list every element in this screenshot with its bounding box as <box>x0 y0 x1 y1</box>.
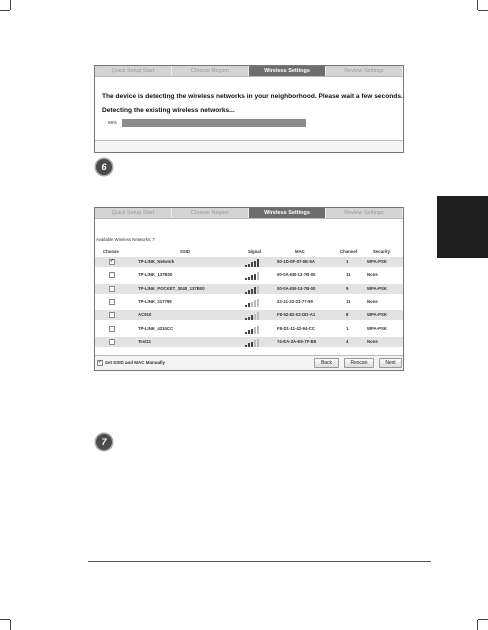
table-row[interactable] <box>95 310 403 320</box>
step-badge: 6 <box>96 159 112 175</box>
screenshot-footer <box>95 355 403 370</box>
signal-bars-icon <box>245 326 261 334</box>
choose-checkbox[interactable] <box>109 339 115 345</box>
crop-mark <box>477 0 478 10</box>
signal-bars-icon <box>245 272 261 280</box>
ssid-cell: TP-LINK_137B00 <box>138 272 173 278</box>
signal-bars-icon <box>245 312 261 320</box>
table-row[interactable] <box>95 324 403 334</box>
table-row[interactable] <box>95 284 403 294</box>
mac-cell: F8-D1-11-42-94-CC <box>277 325 315 331</box>
mac-cell: 00-0A-EB-13-7B-00 <box>277 285 316 291</box>
choose-checkbox[interactable] <box>109 272 115 278</box>
column-choose: Choose <box>103 249 119 254</box>
crop-mark <box>0 619 10 620</box>
security-cell: None <box>367 338 378 344</box>
choose-checkbox[interactable] <box>109 259 115 265</box>
table-row[interactable] <box>95 257 403 267</box>
step-badge: 7 <box>96 434 112 450</box>
crop-mark <box>10 0 11 10</box>
detecting-status: Detecting the existing wireless networks... <box>102 107 235 114</box>
security-cell: WPA-PSK <box>367 259 387 264</box>
security-cell: None <box>367 298 378 304</box>
security-cell: WPA-PSK <box>367 285 387 291</box>
security-cell: WPA-PSK <box>367 312 387 318</box>
progress-fill <box>122 119 306 127</box>
mac-cell: 00-1D-0F-07-0E-5A <box>277 259 315 264</box>
signal-bars-icon <box>245 259 261 267</box>
mac-cell: 74-EA-3A-E6-7F-B5 <box>277 338 317 344</box>
available-networks-count: Available Wireless Networks: 7 <box>96 237 155 242</box>
table-row[interactable] <box>95 337 403 347</box>
back-button[interactable]: Back <box>314 358 339 368</box>
security-cell: WPA-PSK <box>367 325 387 331</box>
ssid-cell: TP-LINK_217799 <box>138 298 172 304</box>
manual-checkbox[interactable] <box>97 360 103 366</box>
channel-cell: 1 <box>346 325 349 331</box>
signal-bars-icon <box>245 339 261 347</box>
detecting-message: The device is detecting the wireless networks in your neighborhood. Please wait a few seconds. <box>102 93 403 100</box>
tab-quick-setup-start[interactable]: Quick Setup Start <box>95 66 172 76</box>
ssid-cell: TP-LINK_Network <box>138 259 175 264</box>
signal-bars-icon <box>245 286 261 294</box>
signal-bars-icon <box>245 299 261 307</box>
chapter-side-tab <box>437 196 488 258</box>
channel-cell: 4 <box>346 338 349 344</box>
screenshot-footer <box>95 140 403 152</box>
tab-wireless-settings[interactable]: Wireless Settings <box>249 208 326 218</box>
manual-label: Set SSID and MAC Manually <box>105 360 166 366</box>
ssid-cell: Test11 <box>138 338 152 344</box>
mac-cell: F8-52-82-02-DD-A1 <box>277 312 316 318</box>
crop-mark <box>478 10 488 11</box>
crop-mark <box>0 10 10 11</box>
next-button[interactable]: Next <box>379 358 402 368</box>
choose-checkbox[interactable] <box>109 286 115 292</box>
column-ssid: SSID <box>180 249 191 254</box>
crop-mark <box>478 619 488 620</box>
channel-cell: 11 <box>346 298 351 304</box>
column-mac: MAC <box>295 249 305 254</box>
tab-quick-setup-start[interactable]: Quick Setup Start <box>95 208 172 218</box>
network-list-screenshot <box>94 207 404 371</box>
mac-cell: 22-21-22-21-77-99 <box>277 298 313 304</box>
ssid-cell: TP-LINK_4234CC <box>138 325 174 331</box>
column-signal: Signal <box>248 249 261 254</box>
tab-choose-region[interactable]: Choose Region <box>172 66 249 76</box>
choose-checkbox[interactable] <box>109 326 115 332</box>
rescan-button[interactable]: Rescan <box>344 358 374 368</box>
wizard-tabs <box>95 208 403 219</box>
wizard-tabs <box>95 66 403 77</box>
detecting-screenshot <box>94 65 404 153</box>
table-row[interactable] <box>95 270 403 280</box>
choose-checkbox[interactable] <box>109 299 115 305</box>
choose-checkbox[interactable] <box>109 312 115 318</box>
crop-mark <box>477 620 478 630</box>
table-header <box>95 248 403 256</box>
tab-choose-region[interactable]: Choose Region <box>172 208 249 218</box>
column-channel: Channel <box>340 249 357 254</box>
tab-wireless-settings[interactable]: Wireless Settings <box>249 66 326 76</box>
manual-option[interactable] <box>97 360 165 366</box>
progress-percent: 68% <box>108 120 118 125</box>
ssid-cell: TP-LINK_POCKET_3040_137B00 <box>138 285 205 291</box>
table-row[interactable] <box>95 297 403 307</box>
footer-rule <box>88 561 431 562</box>
channel-cell: 11 <box>346 272 351 278</box>
column-security: Security <box>373 249 390 254</box>
channel-cell: 9 <box>346 285 349 291</box>
progress-bar <box>122 119 392 127</box>
security-cell: None <box>367 272 378 278</box>
tab-review-settings[interactable]: Review Settings <box>326 208 403 218</box>
tab-review-settings[interactable]: Review Settings <box>326 66 403 76</box>
mac-cell: 00-0A-EB-13-7B-00 <box>277 272 316 278</box>
channel-cell: 8 <box>346 312 349 318</box>
channel-cell: 1 <box>346 259 349 264</box>
ssid-cell: AC910 <box>138 312 152 318</box>
crop-mark <box>10 620 11 630</box>
